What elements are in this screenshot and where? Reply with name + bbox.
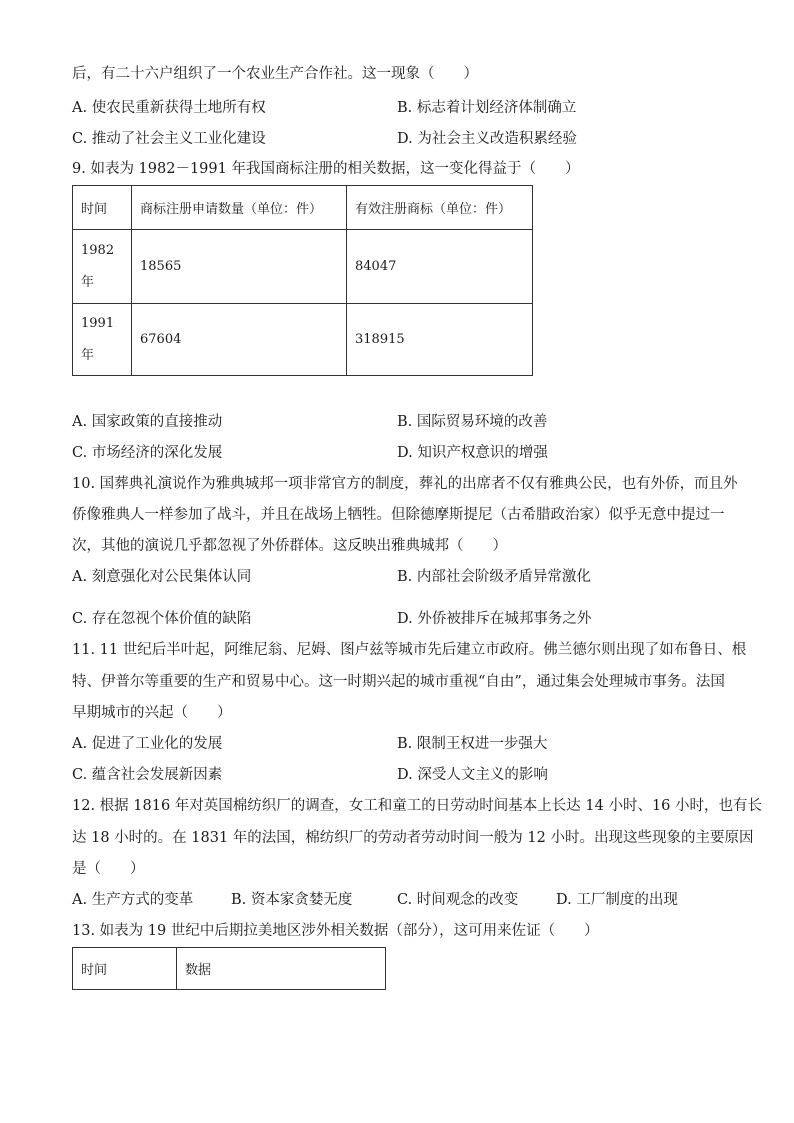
q12-option-d[interactable]: D. 工厂制度的出现: [556, 892, 678, 908]
q9-option-d[interactable]: D. 知识产权意识的增强: [397, 445, 548, 461]
q12-option-c[interactable]: C. 时间观念的改变: [397, 892, 519, 908]
year-suffix: 年: [81, 274, 95, 290]
table-cell-apps: 18565: [132, 230, 347, 304]
q11-option-c[interactable]: C. 蕴含社会发展新因素: [72, 767, 223, 783]
table-cell-valid: 318915: [347, 304, 533, 376]
table-row: [73, 304, 533, 376]
q13-table: [72, 947, 386, 990]
year-suffix: 年: [81, 347, 95, 363]
table-cell-apps: 67604: [132, 304, 347, 376]
q10-stem-line2: 侨像雅典人一样参加了战斗，并且在战场上牺牲。但除德摩斯提尼（古希腊政治家）似乎无意中提过一: [72, 507, 725, 523]
table-header-cell: 时间: [73, 948, 177, 990]
table-row: [73, 230, 533, 304]
q11-option-d[interactable]: D. 深受人文主义的影响: [397, 767, 548, 783]
q9-option-a[interactable]: A. 国家政策的直接推动: [72, 414, 223, 430]
q9-option-b[interactable]: B. 国际贸易环境的改善: [397, 414, 548, 430]
q10-option-a[interactable]: A. 刻意强化对公民集体认同: [72, 569, 252, 585]
q10-option-b[interactable]: B. 内部社会阶级矛盾异常激化: [397, 569, 591, 585]
q9-option-c[interactable]: C. 市场经济的深化发展: [72, 445, 223, 461]
table-cell-year: [73, 230, 132, 304]
table-header-cell: 商标注册申请数量（单位：件）: [132, 186, 347, 230]
q11-stem-line3: 早期城市的兴起（ ）: [72, 705, 232, 721]
q10-stem-line1: 10. 国葬典礼演说作为雅典城邦一项非常官方的制度，葬礼的出席者不仅有雅典公民，也有外侨，而且外: [72, 476, 738, 492]
q8-option-b[interactable]: B. 标志着计划经济体制确立: [397, 100, 577, 116]
table-header-cell: 有效注册商标（单位：件）: [347, 186, 533, 230]
table-cell-year: [73, 304, 132, 376]
q11-option-a[interactable]: A. 促进了工业化的发展: [72, 736, 223, 752]
year-value: 1991: [81, 315, 115, 331]
q12-stem-line1: 12. 根据 1816 年对英国棉纺织厂的调查，女工和童工的日劳动时间基本上长达 14 小时、16 小时，也有长: [72, 798, 763, 814]
q12-stem-line2: 达 18 小时的。在 1831 年的法国，棉纺织厂的劳动者劳动时间一般为 12 小时。出现这些现象的主要原因: [72, 830, 754, 846]
q12-stem-line3: 是（ ）: [72, 861, 145, 877]
table-header-cell: 时间: [73, 186, 132, 230]
q9-stem: 9. 如表为 1982－1991 年我国商标注册的相关数据，这一变化得益于（ ）: [72, 161, 580, 177]
q8-option-a[interactable]: A. 使农民重新获得土地所有权: [72, 100, 266, 116]
q12-option-a[interactable]: A. 生产方式的变革: [72, 892, 194, 908]
q11-option-b[interactable]: B. 限制王权进一步强大: [397, 736, 548, 752]
q8-stem-tail: 后，有二十六户组织了一个农业生产合作社。这一现象（ ）: [72, 66, 478, 82]
table-header-row: [73, 948, 386, 990]
q8-option-c[interactable]: C. 推动了社会主义工业化建设: [72, 131, 266, 147]
q11-stem-line2: 特、伊普尔等重要的生产和贸易中心。这一时期兴起的城市重视“自由”，通过集会处理城市事务。法国: [72, 674, 725, 690]
q10-stem-line3: 次，其他的演说几乎都忽视了外侨群体。这反映出雅典城邦（ ）: [72, 538, 507, 554]
q8-option-d[interactable]: D. 为社会主义改造积累经验: [397, 131, 577, 147]
table-header-row: [73, 186, 533, 230]
q12-option-b[interactable]: B. 资本家贪婪无度: [231, 892, 353, 908]
q10-option-c[interactable]: C. 存在忽视个体价值的缺陷: [72, 611, 252, 627]
table-cell-valid: 84047: [347, 230, 533, 304]
table-header-cell: 数据: [177, 948, 386, 990]
q9-table: [72, 185, 533, 376]
q10-option-d[interactable]: D. 外侨被排斥在城邦事务之外: [397, 611, 592, 627]
q11-stem-line1: 11. 11 世纪后半叶起，阿维尼翁、尼姆、图卢兹等城市先后建立市政府。佛兰德尔则出现了如布鲁日、根: [72, 642, 747, 658]
year-value: 1982: [81, 242, 115, 258]
q13-stem: 13. 如表为 19 世纪中后期拉美地区涉外相关数据（部分），这可用来佐证（ ）: [72, 923, 599, 939]
